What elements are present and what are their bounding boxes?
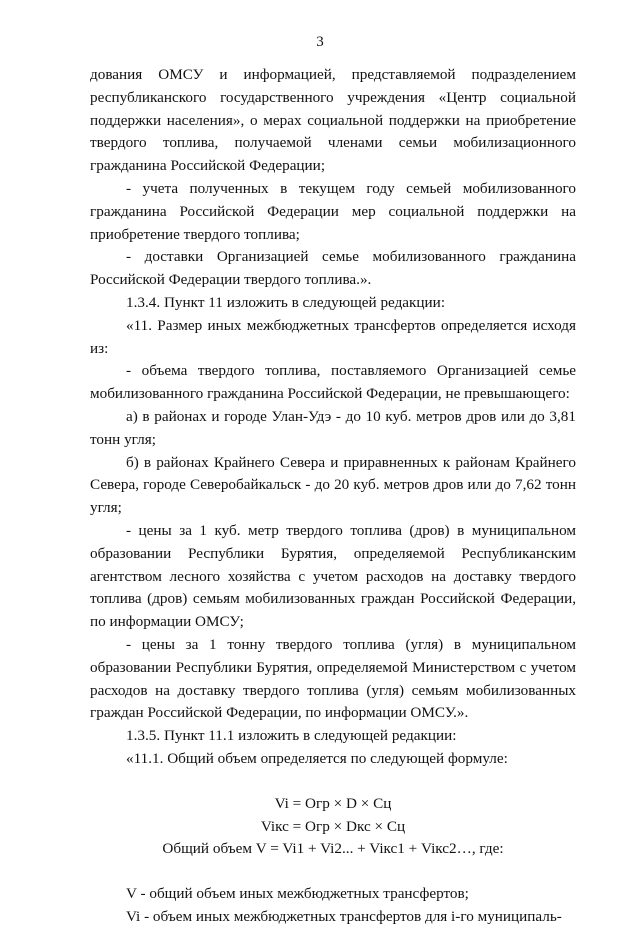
paragraph: дования ОМСУ и информацией, представляемой подразделением республиканского государственного учреждения «Центр социальной поддержки населения», о мерах социальной поддержки на приобретение твердого топлива, получаемой членами семьи мобилизационного гражданина Российской Федерации; <box>90 66 576 175</box>
paragraph: - объема твердого топлива, поставляемого Организацией семье мобилизованного гражданина Российской Федерации, не превышающего: <box>90 362 576 403</box>
definition: V - общий объем иных межбюджетных трансфертов; <box>126 885 469 903</box>
formula-line: Vi = Огр × D × Сц <box>274 794 392 812</box>
definition: Vi - объем иных межбюджетных трансфертов для i-го муниципаль- <box>126 907 562 925</box>
paragraph: а) в районах и городе Улан-Удэ - до 10 куб. метров дров или до 3,81 тонн угля; <box>90 407 576 448</box>
page-number: 3 <box>316 34 324 50</box>
formula-line: Viкс = Огр × Dкс × Сц <box>260 817 406 835</box>
paragraph: - цены за 1 тонну твердого топлива (угля) в муниципальном образовании Республики Бурятия, определяемой Министерством с учетом расходов на доставку твердого топлива (угля) семьям мобилизованных граждан Российской Федерации, по информации ОМСУ.». <box>90 635 576 722</box>
paragraph: - доставки Организацией семье мобилизованного гражданина Российской Федерации твердого топлива.». <box>90 248 576 289</box>
paragraph: - учета полученных в текущем году семьей мобилизованного гражданина Российской Федерации мер социальной поддержки на приобретение твердого топлива; <box>90 179 576 243</box>
paragraph: 1.3.5. Пункт 11.1 изложить в следующей редакции: <box>126 727 457 745</box>
formula-line: Общий объем V = Vi1 + Vi2... + Viкс1 + Viкс2…, где: <box>162 840 504 858</box>
paragraph: - цены за 1 куб. метр твердого топлива (дров) в муниципальном образовании Республики Бурятия, определяемой Республиканским агентством лесного хозяйства с учетом расходов на доставку твердого топлива (дров) семьям мобилизованных граждан Российской Федерации, по информации ОМСУ; <box>90 521 576 631</box>
paragraph: «11. Размер иных межбюджетных трансфертов определяется исходя из: <box>90 316 576 357</box>
document-body <box>90 64 576 929</box>
formula-block <box>90 793 576 861</box>
paragraph: б) в районах Крайнего Севера и приравненных к районам Крайнего Севера, городе Северобайкальск - до 20 куб. метров дров или до 7,62 тонн угля; <box>90 453 576 517</box>
paragraph: «11.1. Общий объем определяется по следующей формуле: <box>126 749 508 767</box>
paragraph: 1.3.4. Пункт 11 изложить в следующей редакции: <box>126 293 446 311</box>
